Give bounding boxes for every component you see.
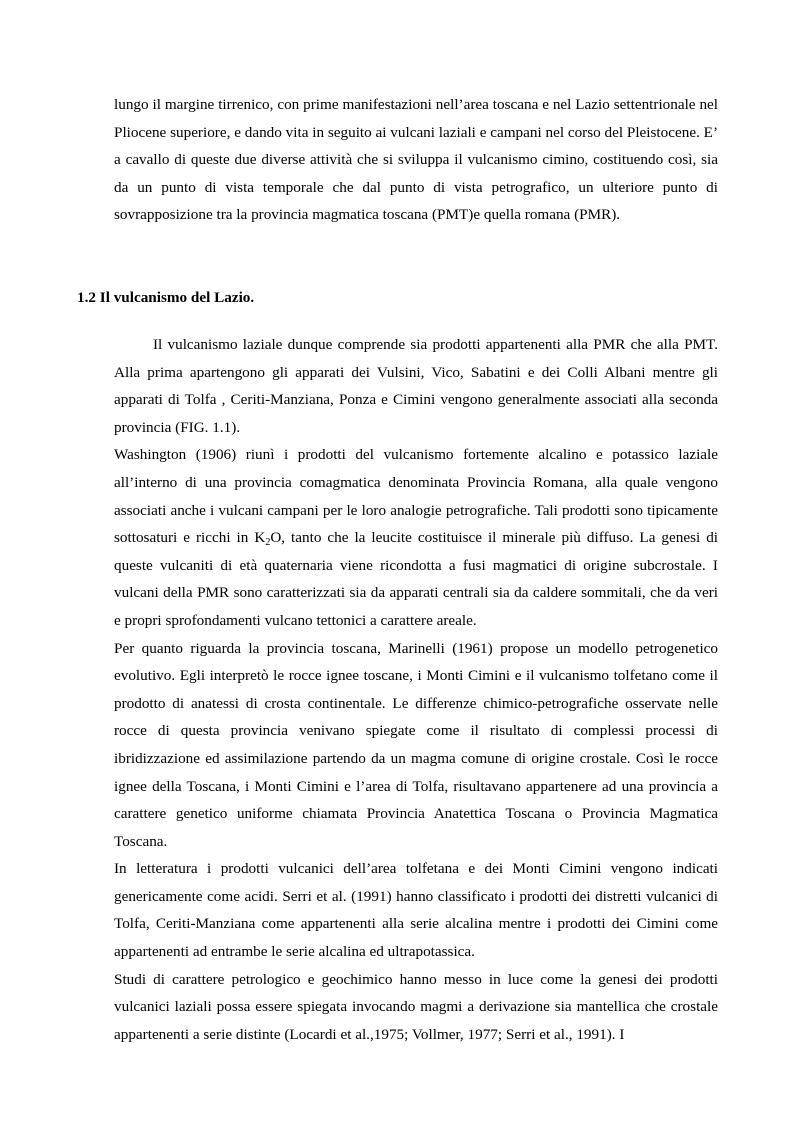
paragraph-washington — [114, 441, 718, 634]
section-body — [114, 331, 718, 1048]
paragraph-letteratura: In letteratura i prodotti vulcanici dell’area tolfetana e dei Monti Cimini vengono indicati genericamente come acidi. Serri et al. (1991) hanno classificato i prodotti dei distretti vulcanici di Tolfa, Ceriti-Manziana come appartenenti alla serie alcalina mentre i prodotti dei Cimini come appartenenti ad entrambe le serie alcalina ed ultrapotassica. — [114, 860, 718, 961]
potassium-subscript: 2 — [265, 537, 271, 549]
intro-paragraph: lungo il margine tirrenico, con prime manifestazioni nell’area toscana e nel Lazio settentrionale nel Pliocene superiore, e dando vita in seguito ai vulcani laziali e campani nel corso del Pleistocene. E’ a cavallo di queste due diverse attività che si sviluppa il vulcanismo cimino, costituendo così, sia da un punto di vista temporale che dal punto di vista petrografico, un ulteriore punto di sovrapposizione tra la provincia magmatica toscana (PMT)e quella romana (PMR). — [114, 96, 718, 224]
paragraph-washington-part2: O, tanto che la leucite costituisce il minerale più diffuso. La genesi di queste vulcaniti di età quaternaria viene ricondotta a fusi magmatici di origine subcrostale. I vulcani della PMR sono caratterizzati sia da apparati centrali sia da caldere sommitali, che da veri e propri sprofondamenti vulcano tettonici a carattere areale. — [114, 529, 719, 629]
intro-text-block — [114, 91, 718, 229]
paragraph-washington-part1: Washington (1906) riunì i prodotti del vulcanismo fortemente alcalino e potassico laziale all’interno di una provincia comagmatica denominata Provincia Romana, alla quale vengono associati anche i vulcani campani per le loro analogie petrografiche. Tali prodotti sono tipicamente sottosaturi e ricchi in K — [114, 446, 718, 547]
paragraph-provincia-toscana: Per quanto riguarda la provincia toscana, Marinelli (1961) propose un modello petrogenetico evolutivo. Egli interpretò le rocce ignee toscane, i Monti Cimini e il vulcanismo tolfetano come il prodotto di anatessi di crosta continentale. Le differenze chimico-petrografiche osservate nelle rocce di questa provincia venivano spiegate come il risultato di complessi processi di ibridizzazione ed assimilazione partendo da un magma comune di origine crostale. Così le rocce ignee della Toscana, i Monti Cimini e l’area di Tolfa, risultavano appartenere ad una provincia a carattere genetico uniforme chiamata Provincia Anatettica Toscana o Provincia Magmatica Toscana. — [114, 639, 718, 850]
paragraph-vulcanismo-laziale: Il vulcanismo laziale dunque comprende sia prodotti appartenenti alla PMR che alla PMT. Alla prima apartengono gli apparati dei Vulsini, Vico, Sabatini e dei Colli Albani mentre gli apparati di Tolfa , Ceriti-Manziana, Ponza e Cimini vengono generalmente associati alla seconda provincia (FIG. 1.1). — [114, 336, 718, 436]
paragraph-studi: Studi di carattere petrologico e geochimico hanno messo in luce come la genesi dei prodotti vulcanici laziali possa essere spiegata invocando magmi a derivazione sia mantellica che crostale appartenenti a serie distinte (Locardi et al.,1975; Vollmer, 1977; Serri et al., 1991). I — [114, 970, 718, 1043]
section-heading: 1.2 Il vulcanismo del Lazio. — [77, 289, 255, 306]
